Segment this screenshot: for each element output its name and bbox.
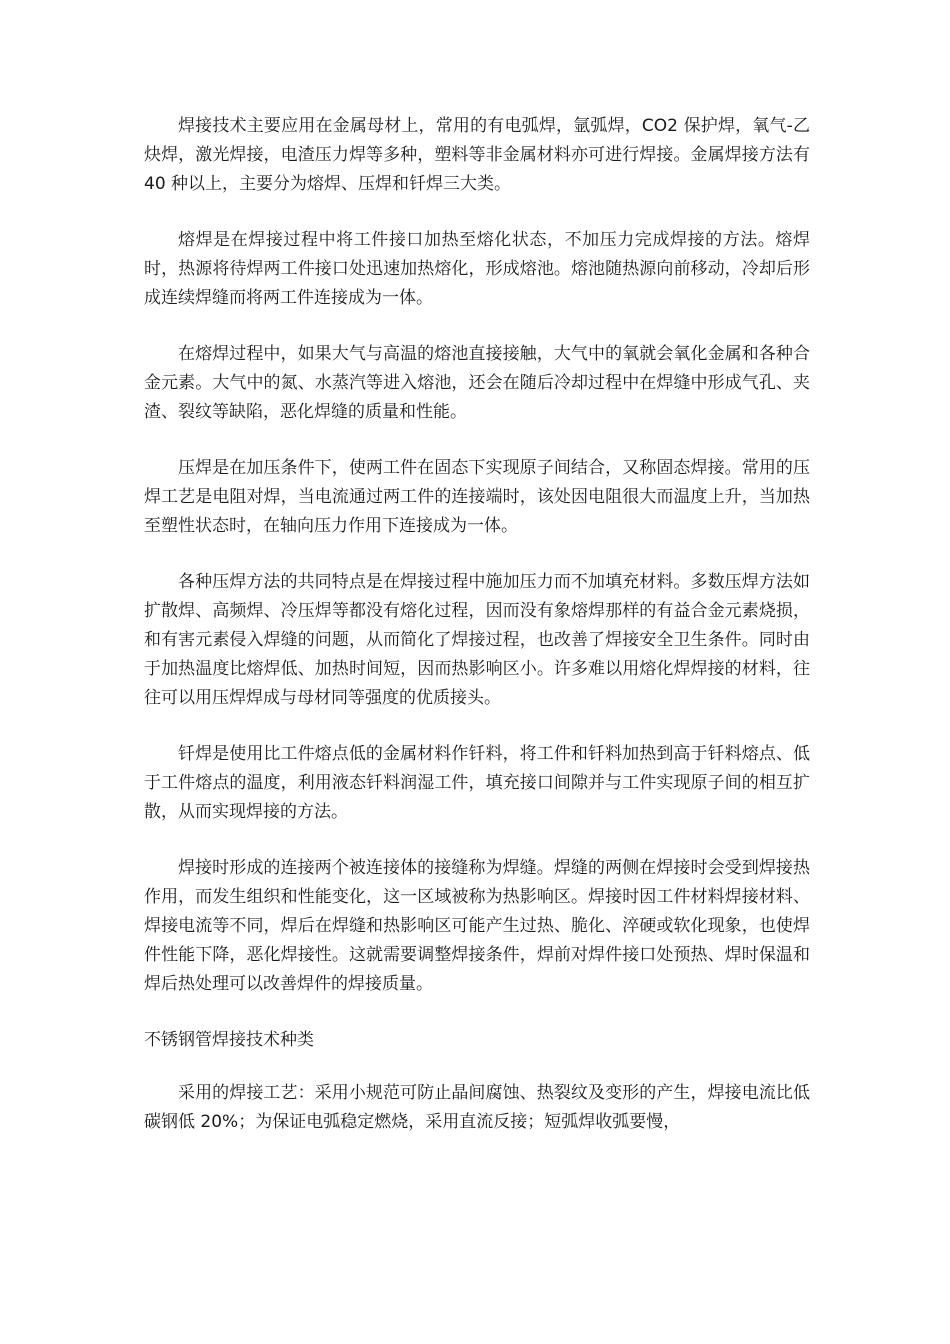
document-body xyxy=(144,112,810,1164)
paragraph-weld-seam: 焊接时形成的连接两个被连接体的接缝称为焊缝。焊缝的两侧在焊接时会受到焊接热作用，而发生组织和性能变化，这一区域被称为热影响区。焊接时因工件材料焊接材料、焊接电流等不同，焊后在焊缝和热影响区可能产生过热、脆化、淬硬或软化现象，也使焊件性能下降，恶化焊接性。这就需要调整焊接条件，焊前对焊件接口处预热、焊时保温和焊后热处理可以改善焊件的焊接质量。 xyxy=(144,858,810,994)
paragraph-pressure-welding: 压焊是在加压条件下，使两工件在固态下实现原子间结合，又称固态焊接。常用的压焊工艺是电阻对焊，当电流通过两工件的连接端时，该处因电阻很大而温度上升，当加热至塑性状态时，在轴向压力作用下连接成为一体。 xyxy=(144,458,810,536)
paragraph-pressure-features: 各种压焊方法的共同特点是在焊接过程中施加压力而不加填充材料。多数压焊方法如扩散焊、高频焊、冷压焊等都没有熔化过程，因而没有象熔焊那样的有益合金元素烧损，和有害元素侵入焊缝的问题，从而简化了焊接过程，也改善了焊接安全卫生条件。同时由于加热温度比熔焊低、加热时间短，因而热影响区小。许多难以用熔化焊焊接的材料，往往可以用压焊焊成与母材同等强度的优质接头。 xyxy=(144,572,810,708)
paragraph-brazing: 钎焊是使用比工件熔点低的金属材料作钎料，将工件和钎料加热到高于钎料熔点、低于工件熔点的温度，利用液态钎料润湿工件，填充接口间隙并与工件实现原子间的相互扩散，从而实现焊接的方法。 xyxy=(144,744,810,822)
section-heading: 不锈钢管焊接技术种类 xyxy=(144,1030,314,1050)
paragraph-stainless-process: 采用的焊接工艺：采用小规范可防止晶间腐蚀、热裂纹及变形的产生，焊接电流比低碳钢低 20%；为保证电弧稳定燃烧，采用直流反接；短弧焊收弧要慢， xyxy=(144,1083,810,1132)
paragraph-welding-overview: 焊接技术主要应用在金属母材上，常用的有电弧焊，氩弧焊，CO2 保护焊，氧气-乙炔焊，激光焊接，电渣压力焊等多种，塑料等非金属材料亦可进行焊接。金属焊接方法有 40 种以上，主要分为熔焊、压焊和钎焊三大类。 xyxy=(144,116,810,194)
paragraph-fusion-welding: 熔焊是在焊接过程中将工件接口加热至熔化状态，不加压力完成焊接的方法。熔焊时，热源将待焊两工件接口处迅速加热熔化，形成熔池。熔池随热源向前移动，冷却后形成连续焊缝而将两工件连接成为一体。 xyxy=(144,230,810,308)
paragraph-fusion-atmosphere: 在熔焊过程中，如果大气与高温的熔池直接接触，大气中的氧就会氧化金属和各种合金元素。大气中的氮、水蒸汽等进入熔池，还会在随后冷却过程中在焊缝中形成气孔、夹渣、裂纹等缺陷，恶化焊缝的质量和性能。 xyxy=(144,344,810,422)
